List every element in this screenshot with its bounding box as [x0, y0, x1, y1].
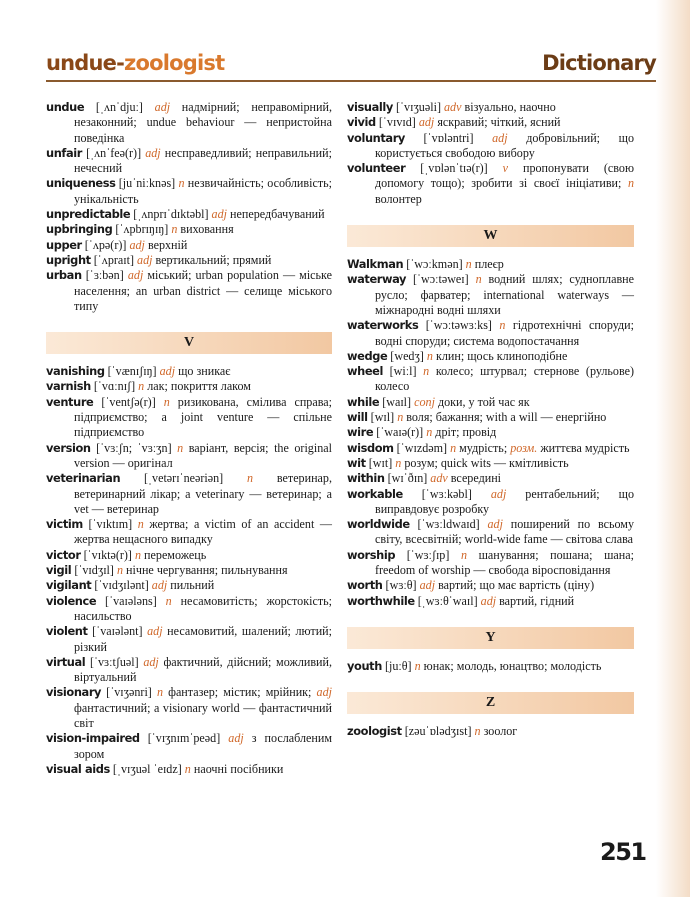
- definition: юнак; молодь, юнацтво; молодість: [420, 658, 602, 673]
- transcription: [ˈwɔːtəweɪ]: [406, 272, 476, 287]
- definition: воля; бажання; with a will — енергійно: [403, 410, 607, 425]
- part-of-speech: n: [171, 222, 178, 237]
- transcription: [wɪt]: [365, 455, 396, 470]
- definition: з послабленим зором: [74, 731, 332, 761]
- transcription: [ˈwɜːʃɪp]: [395, 547, 461, 562]
- dictionary-entry: [46, 731, 332, 762]
- headword: veterinarian: [46, 471, 121, 486]
- headword: volunteer: [347, 161, 406, 176]
- dictionary-entry: [46, 364, 332, 379]
- part-of-speech: n: [395, 455, 402, 470]
- part-of-speech: n: [627, 176, 634, 191]
- headword: while: [347, 394, 380, 409]
- transcription: [wiːl]: [383, 364, 424, 379]
- dictionary-entry: [46, 100, 332, 146]
- transcription: [ˈvænɪʃɪŋ]: [104, 364, 160, 379]
- definition: доки, у той час як: [434, 394, 530, 409]
- running-head-last-word: zoologist: [124, 51, 225, 75]
- definition: варіант, версія; the original version — оригінал: [74, 440, 332, 470]
- headword: worldwide: [347, 517, 410, 532]
- dictionary-entry: [347, 441, 634, 456]
- part-of-speech: adj: [487, 517, 503, 532]
- dictionary-entry: [46, 238, 332, 253]
- part-of-speech: adj: [137, 252, 153, 267]
- headword: visually: [347, 100, 393, 114]
- dictionary-entry: [46, 207, 332, 222]
- definition: надмірний; неправомірний, незаконний; undue behaviour — непристойна поведінка: [74, 100, 332, 145]
- part-of-speech: adj: [129, 237, 145, 252]
- definition: фантастичний; a visionary world — фантастичний світ: [74, 700, 332, 730]
- headword: Walkman: [347, 257, 404, 272]
- headword: urban: [46, 268, 82, 283]
- definition: несамовитий, шалений; лютий; різкий: [74, 624, 332, 654]
- headword: worthwhile: [347, 593, 415, 608]
- definition: нічне чергування; пильнування: [123, 563, 288, 578]
- definition: лак; покриття лаком: [144, 379, 251, 394]
- transcription: [ˌʌnˈdjuː]: [84, 100, 155, 114]
- dictionary-entry: [46, 146, 332, 177]
- part-of-speech: n: [450, 440, 457, 455]
- headword: wedge: [347, 348, 388, 363]
- transcription: [ˈwɔːtəwɜːks]: [418, 318, 500, 333]
- part-of-speech: n: [177, 440, 184, 455]
- definition: розум; quick wits — кмітливість: [401, 455, 569, 470]
- dictionary-entry: [347, 659, 634, 674]
- transcription: [wɪl]: [367, 410, 398, 425]
- headword: upright: [46, 252, 91, 267]
- headword: wit: [347, 455, 366, 470]
- transcription: [juˈniːknəs]: [115, 176, 179, 191]
- part-of-speech: adj: [480, 593, 497, 608]
- dictionary-entry: [46, 222, 332, 237]
- headword: victor: [46, 547, 81, 562]
- dictionary-entry: [46, 268, 332, 314]
- headword: worship: [347, 547, 396, 562]
- transcription: [ˈvɒləntri]: [404, 130, 493, 145]
- transcription: [ˌvɒlənˈtɪə(r)]: [405, 161, 503, 176]
- definition: рентабельний; що виправдовує розробку: [375, 486, 634, 516]
- headword: waterway: [347, 272, 407, 287]
- definition: візуально, наочно: [461, 100, 556, 114]
- transcription: [ˈʌpbrɪŋɪŋ]: [112, 222, 172, 237]
- part-of-speech: adj: [127, 268, 144, 283]
- dictionary-entry: [347, 272, 634, 318]
- dictionary-entry: [46, 471, 332, 517]
- dictionary-entry: [347, 115, 634, 130]
- dictionary-entry: [347, 364, 634, 395]
- definition: наочні посібники: [190, 761, 284, 776]
- transcription: [ˈvɪdʒɪl]: [71, 563, 117, 578]
- dictionary-entry: [46, 655, 332, 686]
- transcription: [ˈwɜːldwaɪd]: [409, 517, 488, 532]
- part-of-speech: adj: [145, 145, 161, 160]
- definition: пильний: [167, 578, 215, 593]
- definition: ветеринар, ветеринарний лікар; a veterinary — ветеринар; a vet — ветеринар: [74, 471, 332, 516]
- transcription: [wɜːθ]: [382, 578, 420, 593]
- transcription: [ˌwɜːθˈwaɪl]: [414, 593, 481, 608]
- part-of-speech: adj: [143, 654, 159, 669]
- headword: wheel: [347, 364, 383, 379]
- definition: непередбачуваний: [227, 207, 325, 222]
- definition: яскравий; чіткий, ясний: [434, 115, 561, 130]
- definition: вартий, гідний: [496, 593, 575, 608]
- part-of-speech: adj: [316, 685, 332, 700]
- definition: вартий; що має вартість (ціну): [435, 578, 595, 593]
- dictionary-entry: [347, 349, 634, 364]
- definition: колесо; штурвал; стернове (рульове) колесо: [375, 364, 634, 394]
- dictionary-entry: [347, 161, 634, 207]
- dictionary-entry: [347, 471, 634, 486]
- headword: uniqueness: [46, 176, 116, 191]
- part-of-speech: v: [502, 161, 509, 176]
- dictionary-entry: [46, 578, 332, 593]
- headword: upper: [46, 237, 82, 252]
- transcription: [ˈvɑːnɪʃ]: [90, 379, 139, 394]
- headword: version: [46, 440, 91, 455]
- section-letter-heading: Z: [347, 692, 634, 714]
- transcription: [ˈvɪktə(r)]: [80, 547, 135, 562]
- section-letter-heading: W: [347, 225, 634, 247]
- dictionary-entry: [347, 594, 634, 609]
- dictionary-entry: [46, 548, 332, 563]
- transcription: [juːθ]: [381, 658, 415, 673]
- part-of-speech: n: [134, 547, 142, 562]
- transcription: [ˈvɪvɪd]: [375, 115, 419, 130]
- page-edge-gradient: [656, 0, 690, 897]
- running-head-first-word: undue-: [46, 51, 125, 75]
- transcription: [ˈvɜːtʃuəl]: [85, 654, 144, 669]
- transcription: [ˈventʃə(r)]: [93, 394, 164, 409]
- transcription: [wedʒ]: [387, 348, 427, 363]
- transcription: [ˈwɪzdəm]: [393, 440, 451, 455]
- headword: within: [347, 471, 385, 486]
- running-head-title: Dictionary: [542, 51, 656, 75]
- dictionary-entry: [46, 517, 332, 548]
- transcription: [ˌʌnˈfeə(r)]: [81, 145, 146, 160]
- transcription: [ˈwɔːkmən]: [403, 257, 466, 272]
- part-of-speech: n: [178, 176, 185, 191]
- part-of-speech: adj: [211, 207, 227, 222]
- part-of-speech: n: [426, 425, 433, 440]
- part-of-speech: n: [499, 318, 506, 333]
- transcription: [ˈɜːbən]: [81, 268, 128, 283]
- dictionary-entry: [347, 318, 634, 349]
- headword: wisdom: [347, 440, 394, 455]
- headword: unpredictable: [46, 207, 131, 222]
- part-of-speech: n: [426, 348, 433, 363]
- part-of-speech: adv: [444, 100, 462, 114]
- headword: vision-impaired: [46, 731, 140, 746]
- part-of-speech: n: [165, 593, 172, 608]
- part-of-speech: n: [137, 517, 144, 532]
- dictionary-entry: [347, 517, 634, 548]
- definition: несправедливий; неправильний; нечесний: [74, 145, 332, 176]
- part-of-speech: n: [465, 257, 472, 272]
- dictionary-entry: [347, 425, 634, 440]
- right-column: [347, 100, 634, 740]
- headword: vigil: [46, 563, 72, 578]
- part-of-speech: adj: [492, 130, 508, 145]
- definition: жертва; a victim of an accident — жертва нещасного випадку: [74, 517, 332, 547]
- part-of-speech: adj: [419, 578, 436, 593]
- transcription: [ˈwaɪə(r)]: [373, 425, 427, 440]
- transcription: [ˈwɜːkəbl]: [402, 486, 491, 501]
- part-of-speech: adj: [228, 731, 244, 746]
- part-of-speech: n: [414, 658, 421, 673]
- definition: мудрість;: [456, 440, 511, 455]
- part-of-speech: n: [116, 563, 124, 578]
- definition: вертикальний; прямий: [152, 252, 272, 267]
- headword: upbringing: [46, 222, 113, 237]
- part-of-speech: n: [138, 379, 145, 394]
- dictionary-entry: [46, 379, 332, 394]
- page-number: 251: [600, 838, 646, 866]
- definition: дріт; провід: [432, 425, 497, 440]
- dictionary-entry: [46, 395, 332, 441]
- dictionary-entry: [46, 685, 332, 731]
- headword: violent: [46, 624, 88, 639]
- headword: venture: [46, 394, 94, 409]
- headword: unfair: [46, 145, 82, 160]
- definition: несамовитість; жорстокість; насильство: [74, 593, 332, 623]
- transcription: [ˌvetərɪˈneəriən]: [120, 471, 248, 486]
- dictionary-entry: [347, 487, 634, 518]
- transcription: [ˈvɜːʃn; ˈvɜːʒn]: [90, 440, 178, 455]
- running-head-range: [46, 50, 224, 76]
- dictionary-entry: [46, 762, 332, 777]
- dictionary-entry: [46, 176, 332, 207]
- part-of-speech: n: [423, 364, 430, 379]
- dictionary-entry: [46, 441, 332, 472]
- part-of-speech: adj: [151, 578, 168, 593]
- part-of-speech: adj: [418, 115, 435, 130]
- definition: фактичний, дійсний; можливий, віртуальний: [74, 654, 333, 685]
- part-of-speech: n: [247, 471, 254, 486]
- definition: зоолог: [480, 724, 518, 739]
- headword: voluntary: [347, 130, 405, 145]
- headword: varnish: [46, 379, 91, 394]
- definition: незвичайність; особливість; унікальність: [74, 176, 332, 206]
- dictionary-entry: [347, 395, 634, 410]
- transcription: [ˈvɪʒuəli]: [392, 100, 444, 114]
- part-of-speech: n: [475, 272, 482, 287]
- transcription: [ˌʌnprɪˈdɪktəbl]: [130, 207, 212, 222]
- transcription: [ˈvaɪələnt]: [87, 624, 148, 639]
- part-of-speech: n: [474, 724, 481, 739]
- part-of-speech: n: [397, 410, 404, 425]
- headword: zoologist: [347, 724, 402, 739]
- part-of-speech: adj: [154, 100, 171, 114]
- left-column: [46, 100, 332, 777]
- definition: міський; urban population — міське населення; an urban district — селище міського типу: [74, 268, 333, 313]
- definition: переможець: [141, 547, 207, 562]
- headword: workable: [347, 486, 403, 501]
- part-of-speech: n: [460, 547, 468, 562]
- definition: добровільний; що користується свободою вибору: [375, 130, 634, 160]
- headword: will: [347, 410, 368, 425]
- definition: ризикована, смілива справа; підприємство; a joint venture — спільне підприємство: [74, 394, 332, 440]
- definition: шанування; пошана; шана; freedom of worship — свобода віросповідання: [375, 547, 634, 578]
- headword: visual aids: [46, 761, 110, 776]
- definition: верхній: [144, 237, 188, 252]
- dictionary-entry: [347, 724, 634, 739]
- headword: youth: [347, 658, 382, 673]
- part-of-speech: n: [163, 394, 170, 409]
- definition: водний шлях; судноплавне русло; фарватер; international waterways — міжнародні водні шляхи: [375, 272, 635, 317]
- header-rule: [46, 80, 656, 82]
- transcription: [ˈvɪdʒɪlənt]: [91, 578, 152, 593]
- transcription: [zəuˈɒlədʒɪst]: [401, 724, 475, 739]
- definition: поширений по всьому світу, всесвітній; world-wide fame — світова слава: [375, 517, 635, 547]
- definition: гідротехнічні споруди; водні споруди; система водопостачання: [375, 318, 634, 348]
- page-header: [46, 50, 656, 80]
- dictionary-entry: [46, 563, 332, 578]
- headword: vanishing: [46, 364, 105, 379]
- transcription: [ˌvɪʒuəl ˈeɪdz]: [109, 761, 185, 776]
- dictionary-entry: [347, 548, 634, 579]
- dictionary-entry: [347, 456, 634, 471]
- transcription: [ˈvaɪələns]: [96, 593, 166, 608]
- dictionary-entry: [347, 100, 634, 115]
- dictionary-entry: [46, 594, 332, 625]
- definition: що зникає: [175, 364, 231, 379]
- definition: волонтер: [375, 191, 422, 206]
- dictionary-entry: [347, 131, 634, 162]
- part-of-speech: n: [156, 685, 163, 700]
- headword: victim: [46, 517, 83, 532]
- definition: плеєр: [471, 257, 504, 272]
- transcription: [ˈʌpraɪt]: [90, 252, 138, 267]
- section-letter-heading: Y: [347, 627, 634, 649]
- transcription: [ˈvɪʒnɪmˈpeəd]: [139, 731, 229, 746]
- definition: пропонувати (свою допомогу тощо); зробити зі своєї ініціативи;: [375, 161, 634, 191]
- definition: фантазер; містик; мрійник;: [163, 685, 317, 700]
- transcription: [wɪˈðɪn]: [384, 471, 431, 486]
- transcription: [ˈvɪʒənri]: [101, 685, 157, 700]
- dictionary-entry: [347, 578, 634, 593]
- part-of-speech: розм.: [510, 440, 538, 455]
- headword: waterworks: [347, 318, 419, 333]
- part-of-speech: adj: [490, 486, 507, 501]
- headword: vivid: [347, 115, 376, 130]
- transcription: [ˈʌpə(r)]: [81, 237, 130, 252]
- headword: wire: [347, 425, 374, 440]
- dictionary-entry: [46, 253, 332, 268]
- dictionary-entry: [46, 624, 332, 655]
- headword: vigilant: [46, 578, 92, 593]
- definition: життєва мудрість: [537, 440, 630, 455]
- part-of-speech: adj: [159, 364, 176, 379]
- part-of-speech: n: [184, 761, 191, 776]
- definition: клин; щось клиноподібне: [432, 348, 568, 363]
- headword: violence: [46, 593, 97, 608]
- definition: всередині: [447, 471, 502, 486]
- dictionary-entry: [347, 257, 634, 272]
- headword: virtual: [46, 654, 86, 669]
- definition: виховання: [177, 222, 234, 237]
- headword: undue: [46, 100, 85, 114]
- transcription: [ˈvɪktɪm]: [82, 517, 138, 532]
- transcription: [waɪl]: [379, 394, 415, 409]
- headword: worth: [347, 578, 383, 593]
- section-letter-heading: V: [46, 332, 332, 354]
- part-of-speech: conj: [414, 394, 435, 409]
- dictionary-entry: [347, 410, 634, 425]
- part-of-speech: adv: [430, 471, 448, 486]
- headword: visionary: [46, 685, 102, 700]
- part-of-speech: adj: [147, 624, 163, 639]
